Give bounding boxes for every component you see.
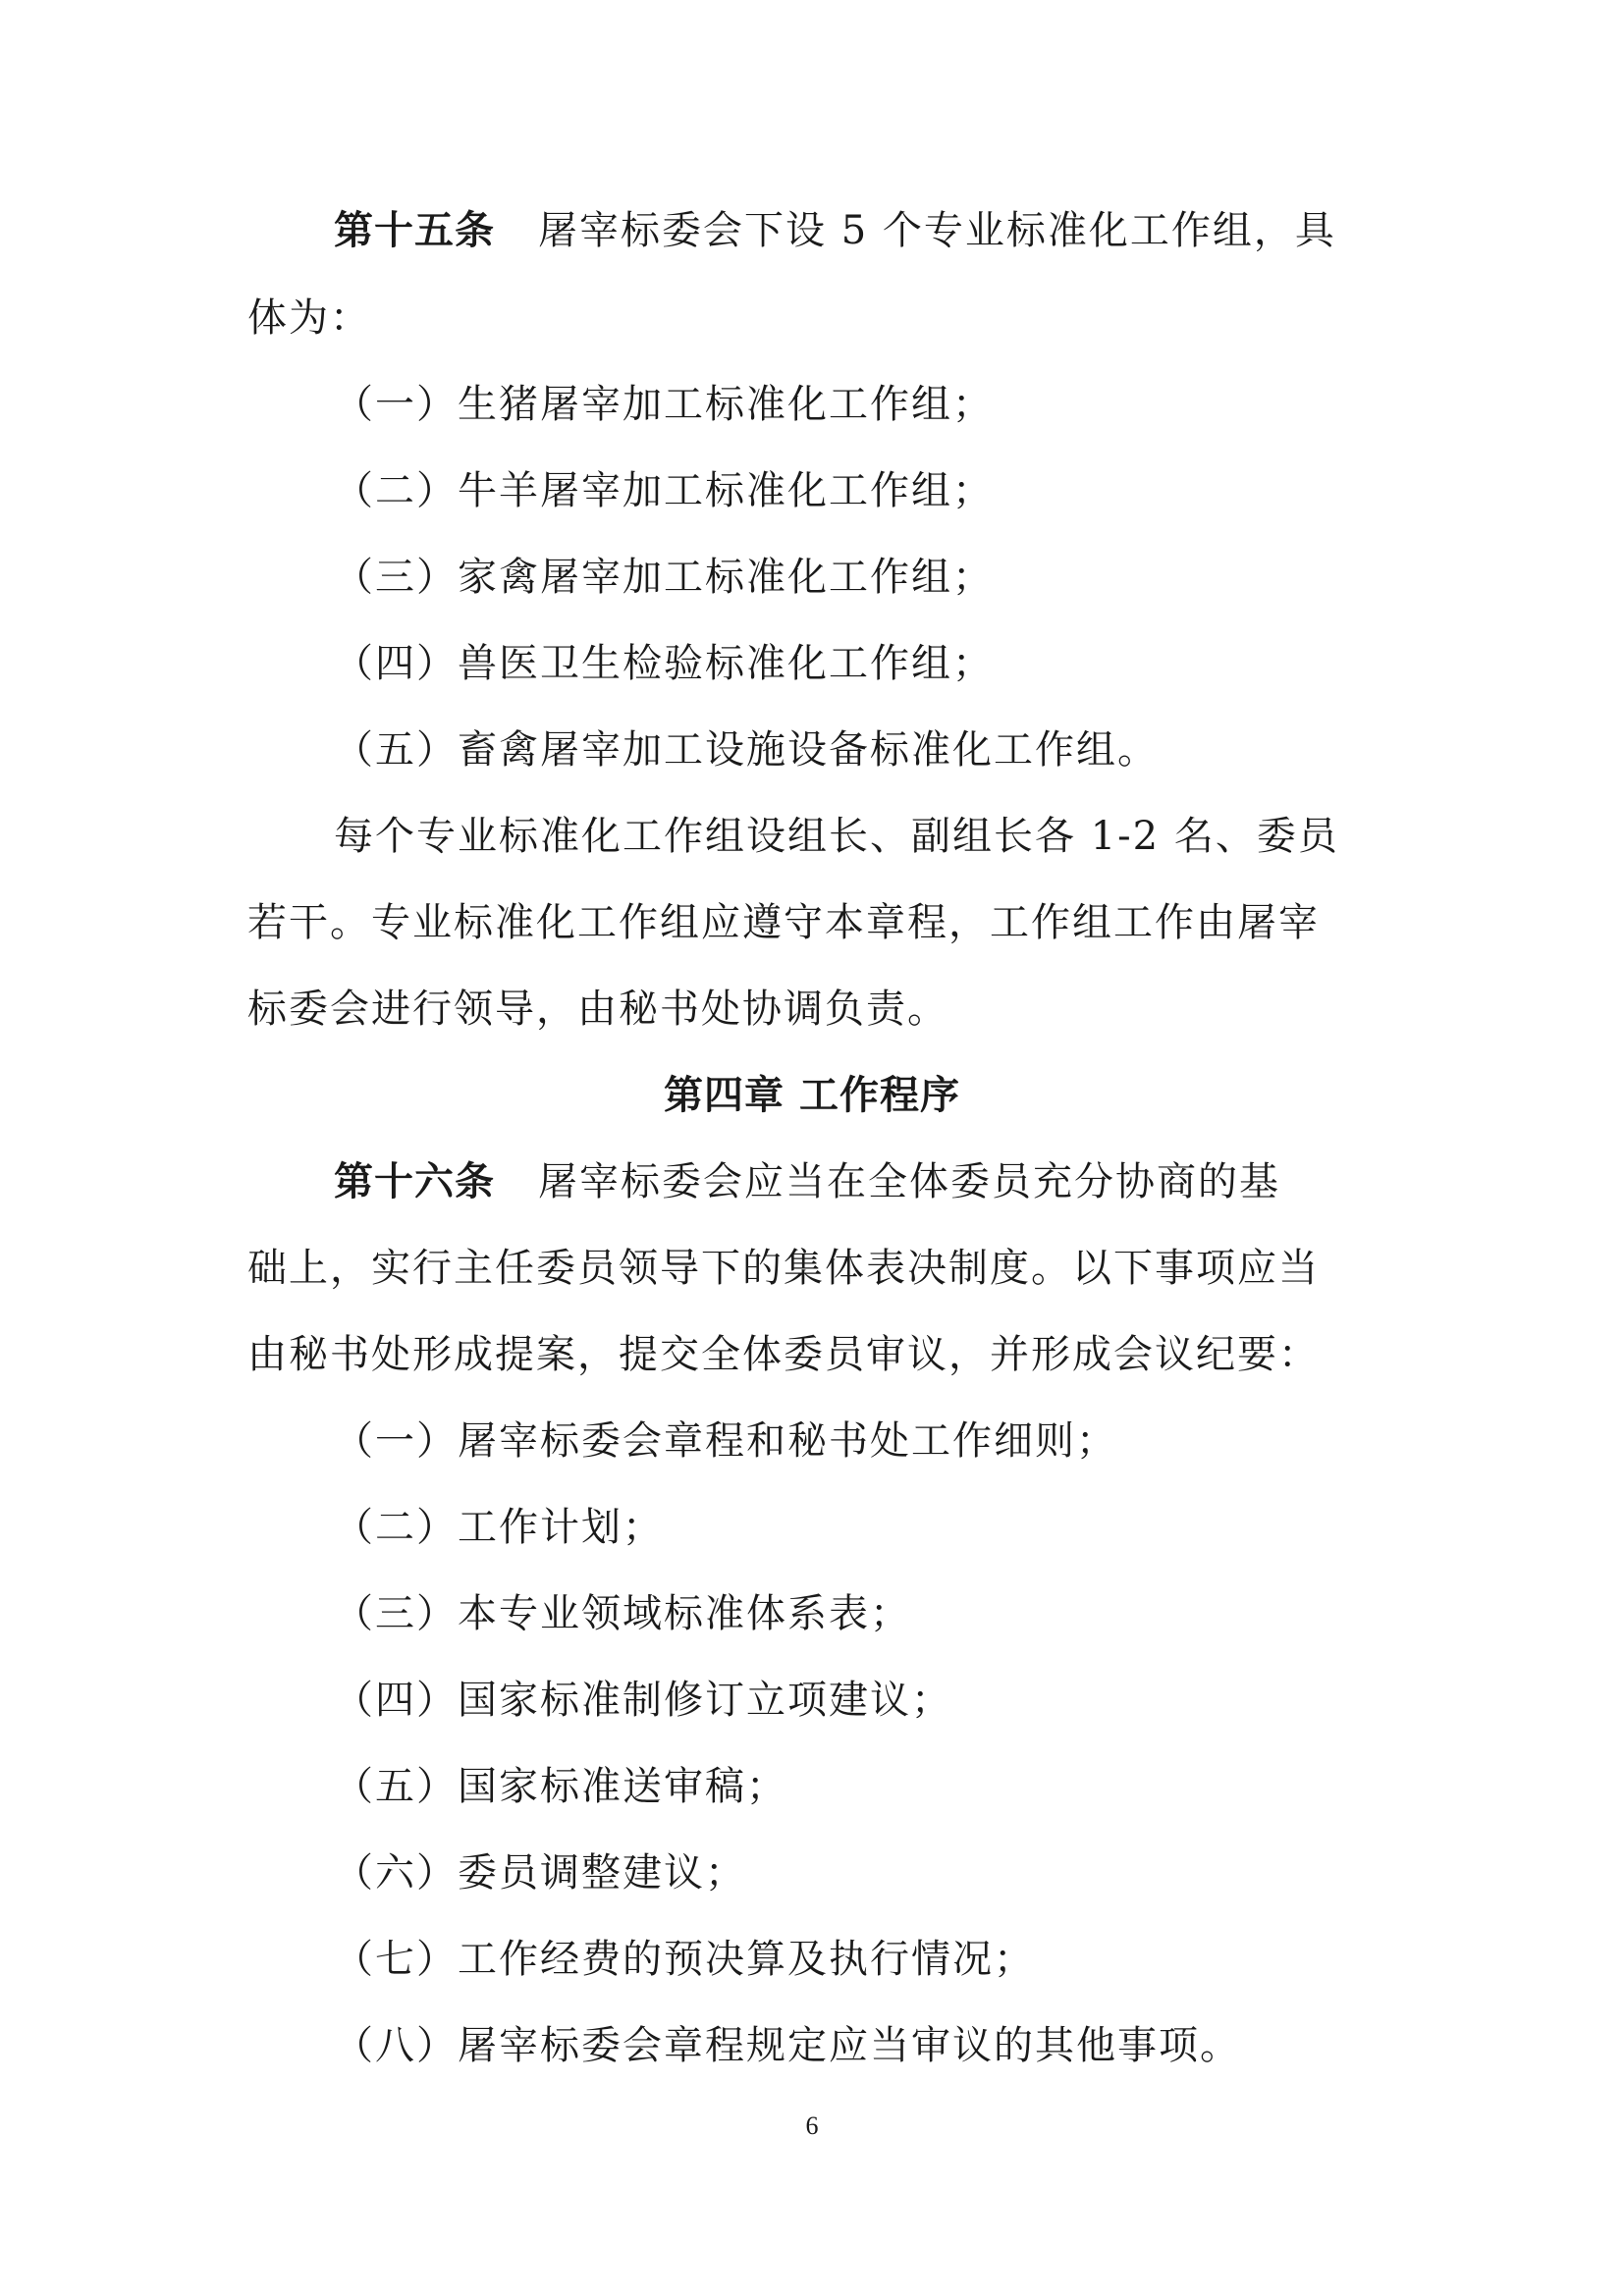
page-number: 6 bbox=[805, 2111, 819, 2140]
article-15-text-line1: 屠宰标委会下设 5 个专业标准化工作组，具 bbox=[538, 208, 1336, 253]
article-16-first-line bbox=[334, 1154, 1280, 1209]
article-16-item-7: （七）工作经费的预决算及执行情况； bbox=[334, 1937, 1035, 1982]
article-15-item-4: （四）兽医卫生检验标准化工作组； bbox=[334, 641, 994, 686]
article-16-item-2: （二）工作计划； bbox=[334, 1505, 664, 1550]
article-15-paragraph-line1: 每个专业标准化工作组设组长、副组长各 1-2 名、委员 bbox=[334, 814, 1339, 859]
article-16-item-4: （四）国家标准制修订立项建议； bbox=[334, 1678, 952, 1723]
chapter-title: 第四章 工作程序 bbox=[664, 1073, 960, 1118]
article-16-item-1: （一）屠宰标委会章程和秘书处工作细则； bbox=[334, 1418, 1117, 1464]
article-16-text-line1: 屠宰标委会应当在全体委员充分协商的基 bbox=[538, 1159, 1280, 1204]
article-15-text-line2: 体为： bbox=[247, 295, 371, 341]
article-16-item-3: （三）本专业领域标准体系表； bbox=[334, 1591, 911, 1636]
article-16-text-line2: 础上，实行主任委员领导下的集体表决制度。以下事项应当 bbox=[247, 1246, 1320, 1291]
article-15-item-1: （一）生猪屠宰加工标准化工作组； bbox=[334, 382, 994, 427]
article-16-heading: 第十六条 bbox=[334, 1159, 495, 1204]
article-15-first-line bbox=[334, 203, 1336, 258]
article-16-item-5: （五）国家标准送审稿； bbox=[334, 1764, 787, 1809]
article-16-item-6: （六）委员调整建议； bbox=[334, 1850, 746, 1896]
article-15-paragraph-line2: 若干。专业标准化工作组应遵守本章程，工作组工作由屠宰 bbox=[247, 900, 1320, 945]
article-15-heading: 第十五条 bbox=[334, 208, 495, 253]
article-16-item-8: （八）屠宰标委会章程规定应当审议的其他事项。 bbox=[334, 2023, 1241, 2068]
article-16-text-line3: 由秘书处形成提案，提交全体委员审议，并形成会议纪要： bbox=[247, 1332, 1320, 1377]
article-15-item-2: （二）牛羊屠宰加工标准化工作组； bbox=[334, 468, 994, 513]
article-15-item-3: （三）家禽屠宰加工标准化工作组； bbox=[334, 555, 994, 600]
article-15-item-5: （五）畜禽屠宰加工设施设备标准化工作组。 bbox=[334, 727, 1159, 773]
article-15-paragraph-line3: 标委会进行领导，由秘书处协调负责。 bbox=[247, 987, 948, 1032]
